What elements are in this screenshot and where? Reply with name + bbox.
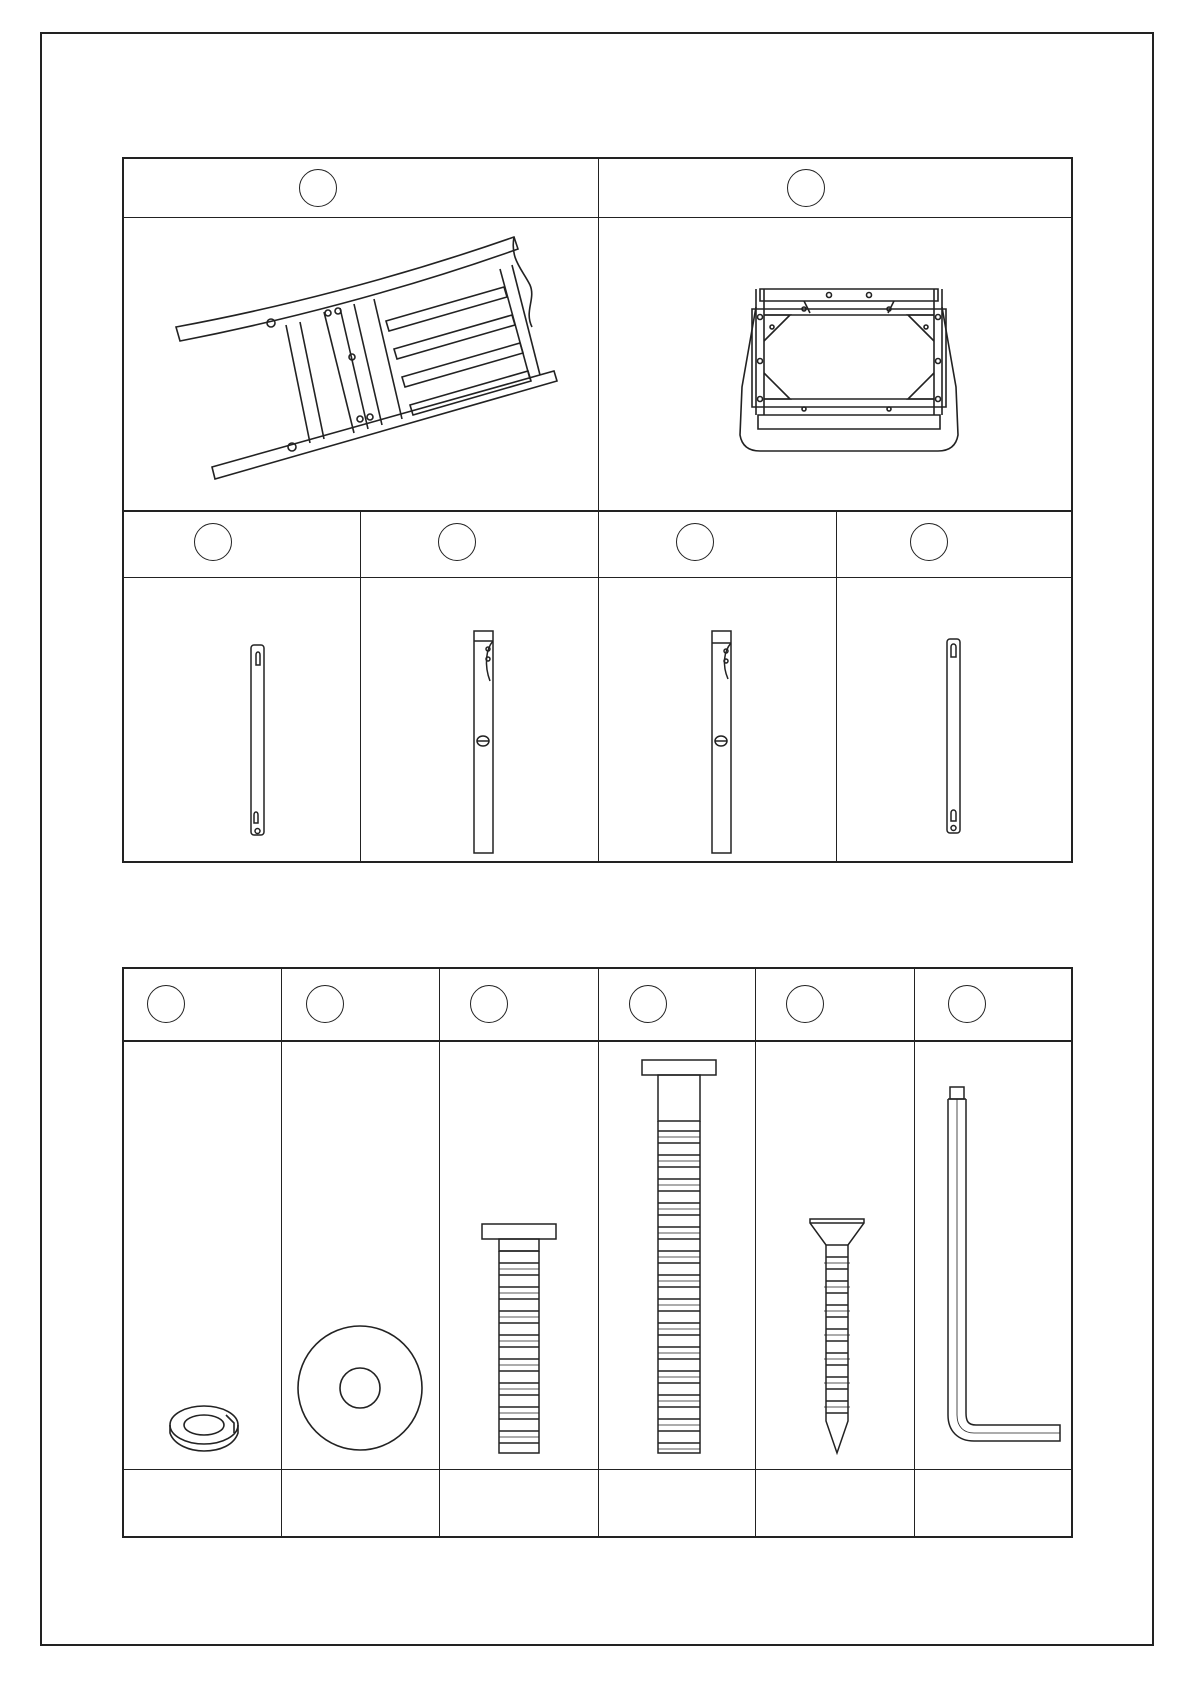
short-bolt-icon [481, 1223, 557, 1455]
hardware-label-circle [147, 985, 185, 1023]
front-leg-icon [706, 629, 736, 857]
part-label-circle [194, 523, 232, 561]
wood-screw-icon [808, 1215, 868, 1455]
part-label-circle [676, 523, 714, 561]
part-label-circle [438, 523, 476, 561]
part-label-circle [787, 169, 825, 207]
parts-table [122, 157, 1073, 863]
allen-key-icon [936, 1085, 1066, 1453]
part-label-circle [910, 523, 948, 561]
hardware-label-circle [470, 985, 508, 1023]
seat-frame-icon [734, 287, 964, 455]
hardware-label-circle [948, 985, 986, 1023]
hardware-label-circle [786, 985, 824, 1023]
part-label-circle [299, 169, 337, 207]
side-rod-icon [944, 637, 964, 837]
long-bolt-icon [640, 1059, 718, 1455]
hardware-label-circle [306, 985, 344, 1023]
rung-rod-icon [248, 643, 268, 839]
rear-leg-icon [468, 629, 498, 857]
hardware-table [122, 967, 1073, 1538]
hardware-label-circle [629, 985, 667, 1023]
flat-washer-icon [296, 1324, 424, 1452]
chair-back-frame-icon [174, 229, 574, 499]
spring-washer-icon [168, 1403, 244, 1453]
